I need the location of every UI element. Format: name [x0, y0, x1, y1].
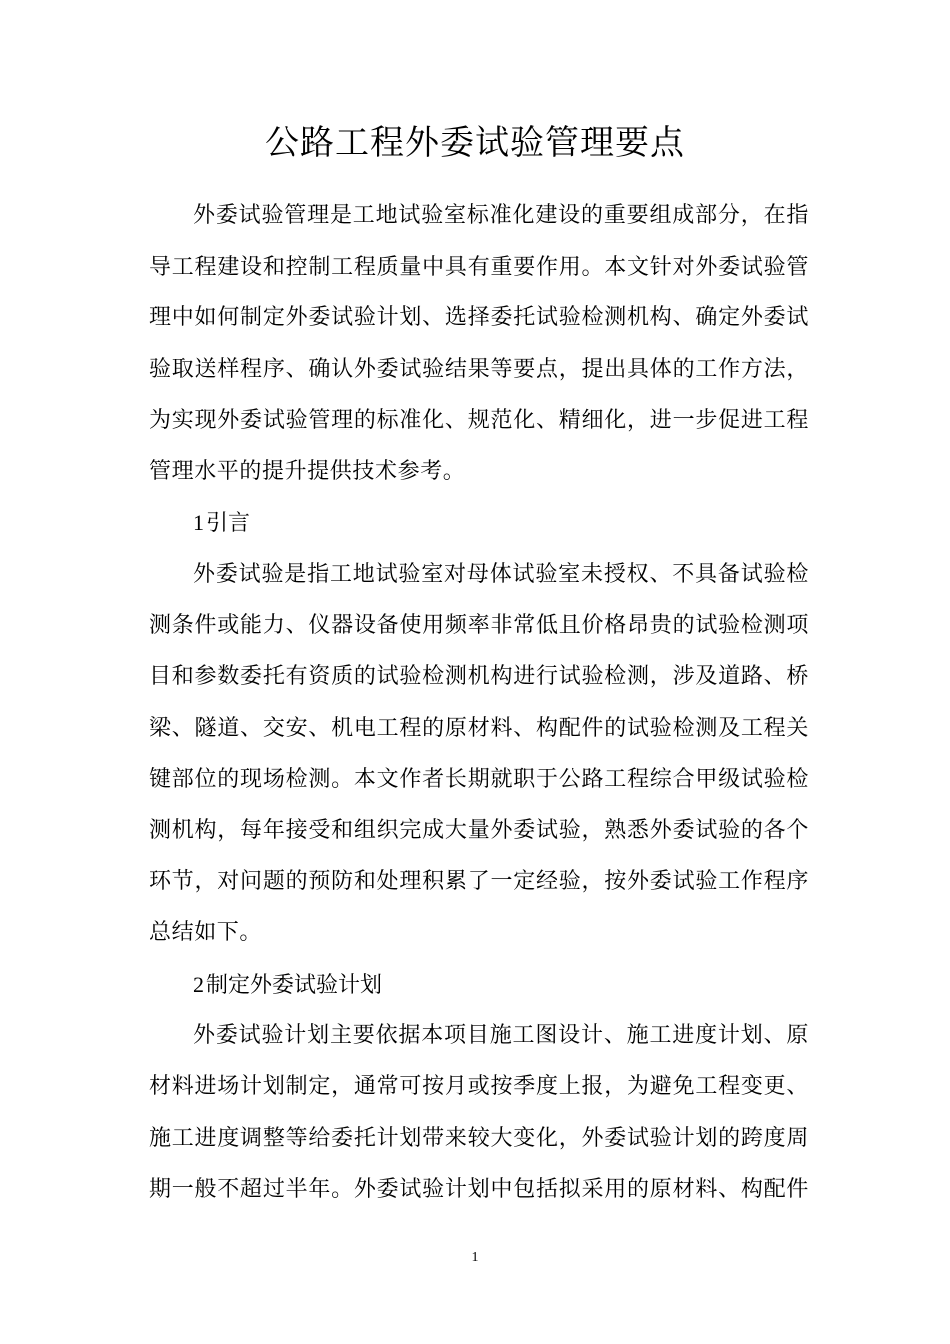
paragraph-line: 目和参数委托有资质的试验检测机构进行试验检测，涉及道路、桥 [149, 664, 809, 689]
paragraph-line: 期一般不超过半年。外委试验计划中包括拟采用的原材料、构配件 [149, 1177, 809, 1202]
section-title: 引言 [206, 511, 251, 536]
paragraph-line: 测条件或能力、仪器设备使用频率非常低且价格昂贵的试验检测项 [149, 613, 809, 638]
page-number: 1 [471, 1250, 479, 1265]
section-heading-1 [193, 508, 793, 539]
paragraph-line: 验取送样程序、确认外委试验结果等要点，提出具体的工作方法， [149, 357, 809, 382]
paragraph-line: 梁、隧道、交安、机电工程的原材料、构配件的试验检测及工程关 [149, 716, 809, 741]
paragraph-line: 导工程建设和控制工程质量中具有重要作用。本文针对外委试验管 [149, 255, 809, 280]
paragraph-line: 外委试验是指工地试验室对母体试验室未授权、不具备试验检 [193, 562, 809, 587]
paragraph-line: 为实现外委试验管理的标准化、规范化、精细化，进一步促进工程 [149, 408, 809, 433]
paragraph-line: 键部位的现场检测。本文作者长期就职于公路工程综合甲级试验检 [149, 767, 809, 792]
section-number: 2 [193, 972, 204, 997]
paragraph-line: 理中如何制定外委试验计划、选择委托试验检测机构、确定外委试 [149, 305, 809, 330]
paragraph-line: 环节，对问题的预防和处理积累了一定经验，按外委试验工作程序 [149, 869, 809, 894]
document-title: 公路工程外委试验管理要点 [265, 123, 685, 163]
paragraph-line: 外委试验计划主要依据本项目施工图设计、施工进度计划、原 [193, 1023, 809, 1048]
paragraph-line: 测机构，每年接受和组织完成大量外委试验，熟悉外委试验的各个 [149, 818, 809, 843]
paragraph-line: 管理水平的提升提供技术参考。 [149, 459, 466, 484]
paragraph-line: 外委试验管理是工地试验室标准化建设的重要组成部分，在指 [193, 203, 809, 228]
section-title: 制定外委试验计划 [206, 973, 383, 998]
paragraph-line: 施工进度调整等给委托计划带来较大变化，外委试验计划的跨度周 [149, 1126, 809, 1151]
paragraph-line: 材料进场计划制定，通常可按月或按季度上报，为避免工程变更、 [149, 1074, 809, 1099]
section-heading-2 [193, 970, 793, 1001]
section-number: 1 [193, 510, 204, 535]
paragraph-line: 总结如下。 [149, 920, 263, 945]
